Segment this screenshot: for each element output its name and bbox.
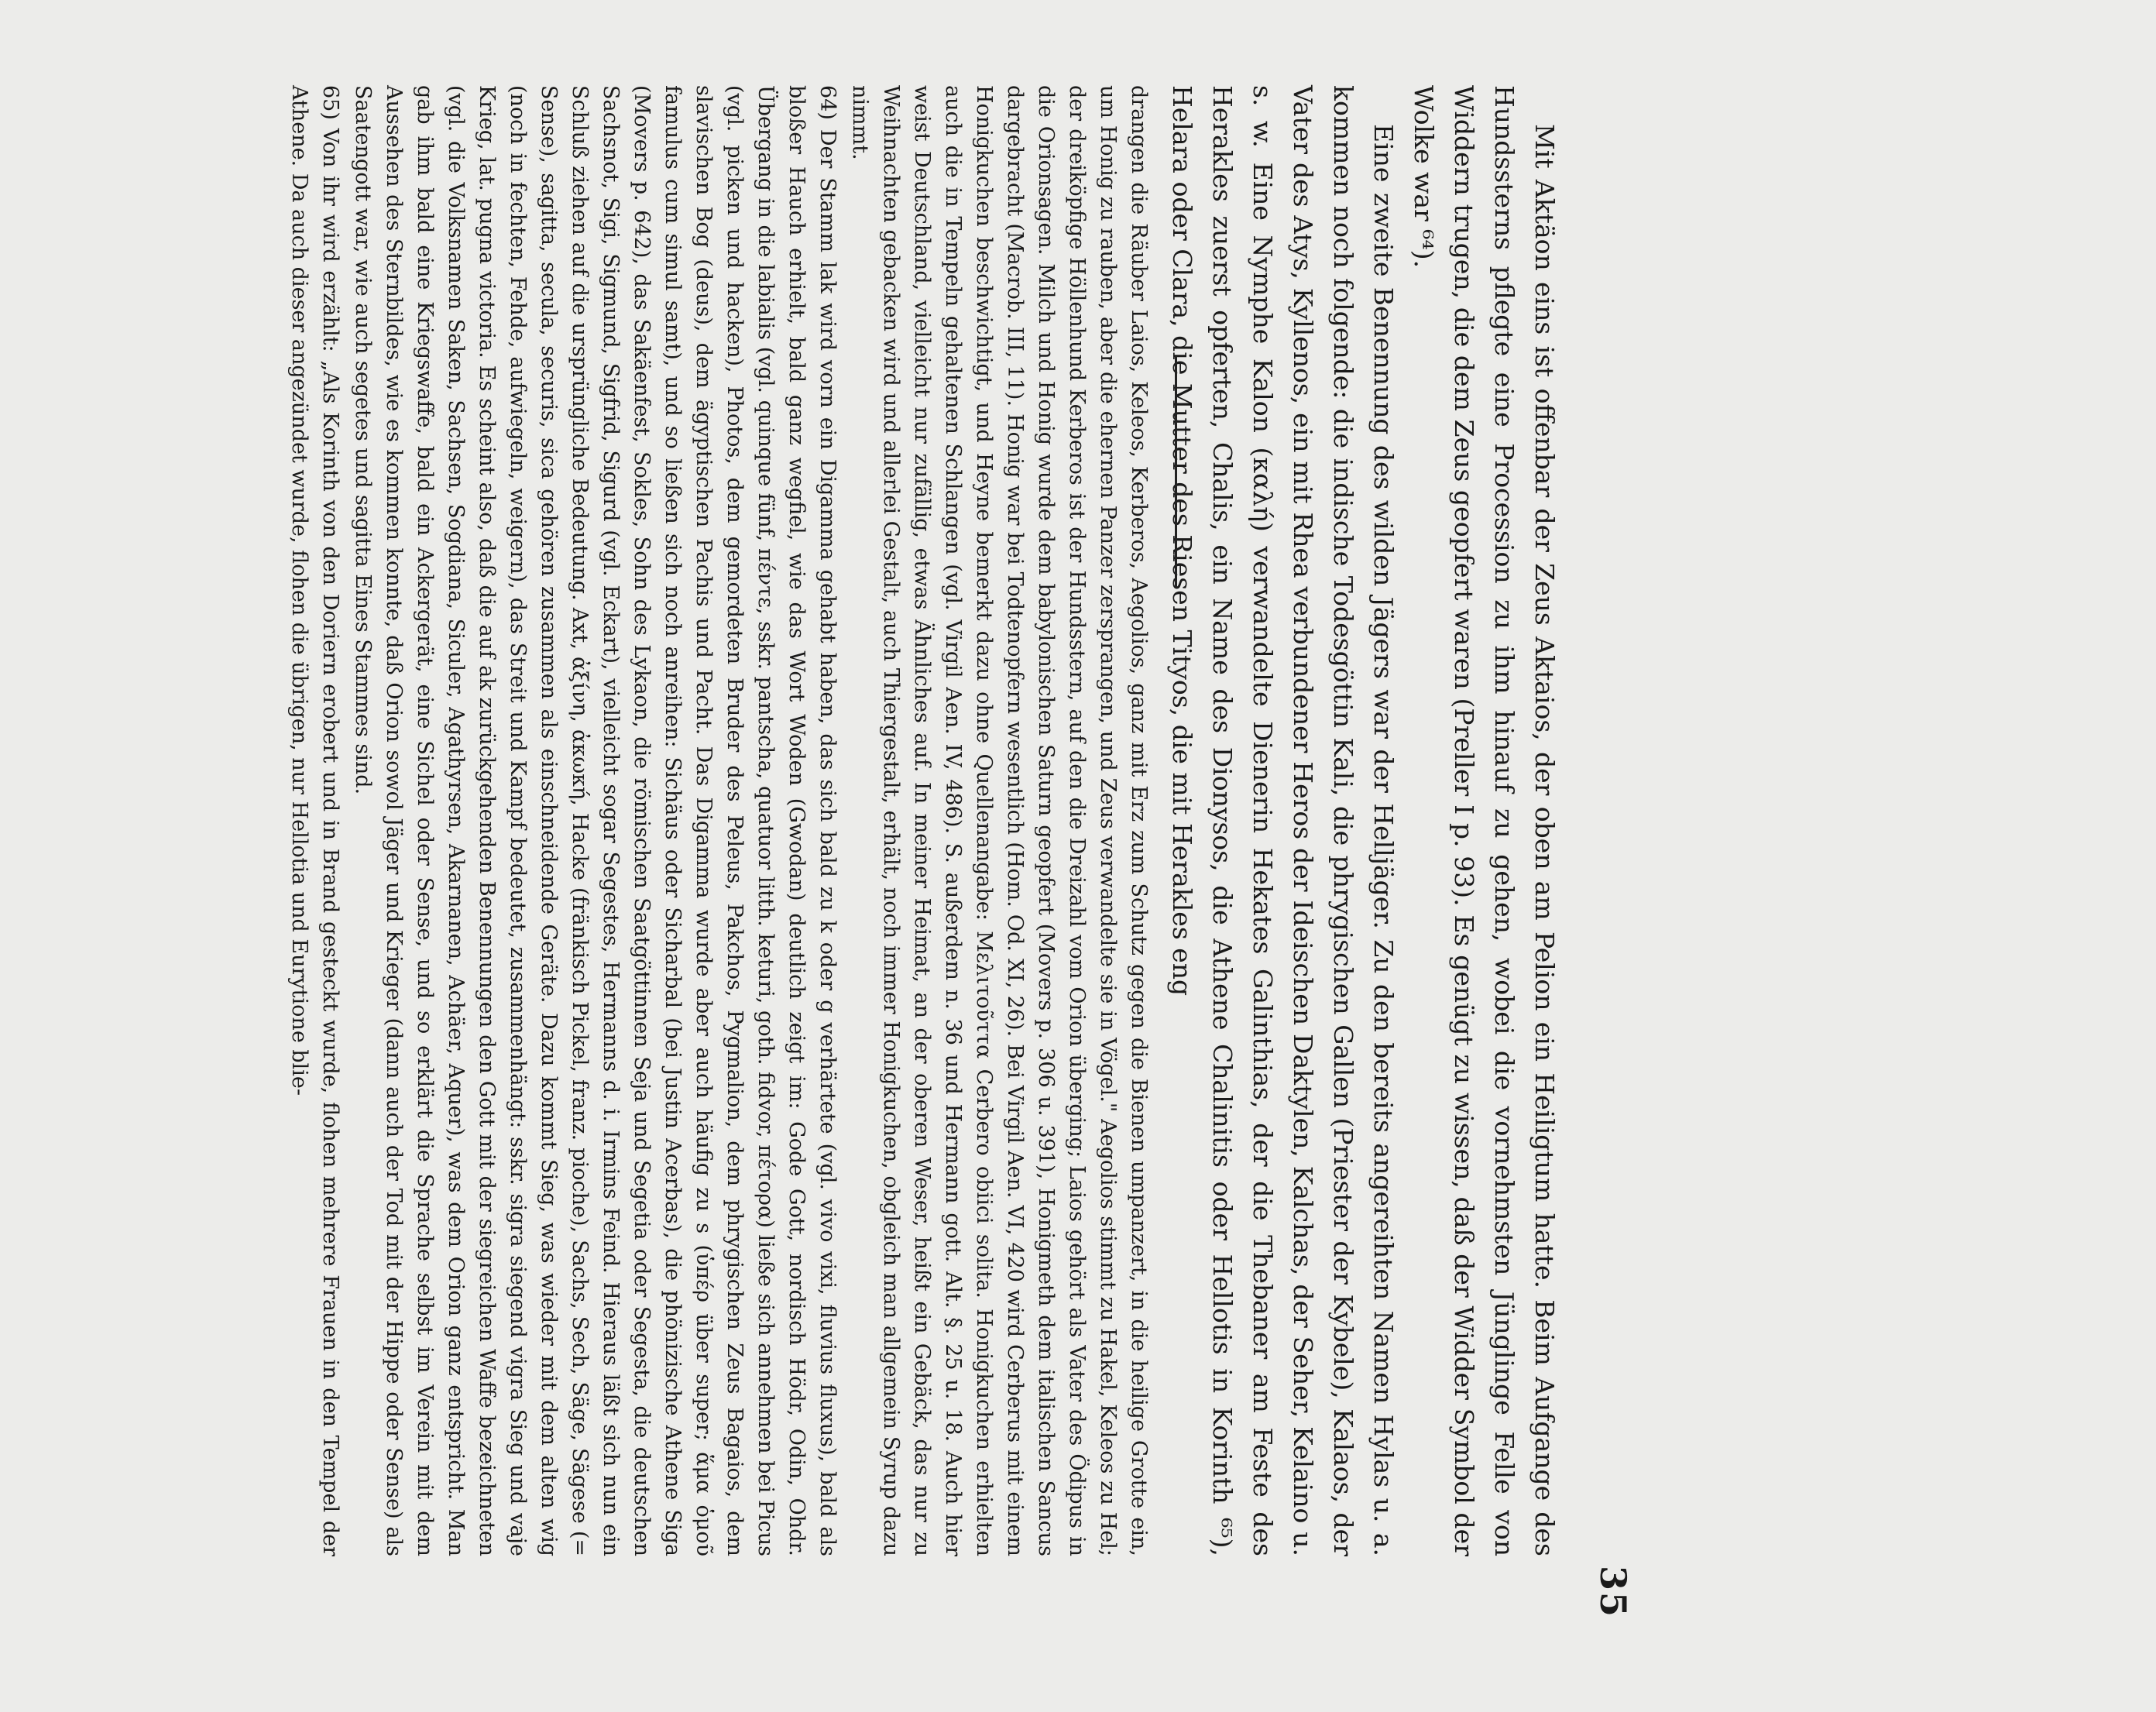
footnote: 65) Von ihr wird erzählt: „Als Korinth von den Doriern erobert und in Brand gesteckt wurde, flohen mehrere Frauen in den Tempel der Athene. Da auch dieser angezündet wurde, flohen die übrigen, nur Hellotia und Eurytione blie- bbox=[287, 85, 342, 1556]
footnote: 64) Der Stamm lak wird vorn ein Digamma gehabt haben, das sich bald zu k oder g verhärtete (vgl. vivo vixi, fluvius fluxus), bald als bloßer Hauch erhielt, bald ganz wegfiel, wie das Wort Woden (Gwodan) deutlich zeigt im: Gode Gott, nordisch Hödr, Odin, Ohdr. Übergang in die labialis (vgl. quinque fünf, πέντε, sskr. pantscha, quatuor litth. keturi, goth. fidvor, πέτορα) ließe sich annehmen bei Picus (vgl. picken und hacken), Photos, dem gemordeten Bruder des Peleus, Pakchos, Pygmalion, dem phrygischen Zeus Bagaios, dem slavischen Bog (deus), dem ägyptischen Pachis und Pacht. Das Digamma wurde aber auch häufig zu s (ὑπέρ über super; ἅμα ὁμοῦ famulus cum simul samt), und so ließen sich noch anreihen: Sichäus oder Sicharbal (bei Justin Acerbas), die phönizische Athene Siga (Movers p. 642), das Sakäenfest, Sokles, Sohn des Lykaon, die römischen Saatgöttinnen Seja und Segetia oder Segesta, die deutschen Sachsnot, Sigi, Sigmund, Sigfrid, Sigurd (vgl. Eckart), vielleicht sogar Segestes, Hermanns d. i. Irmins Feind. Hieraus läßt sich nun ein Schluß ziehen auf die ursprüngliche Bedeutung. Axt, ἀξίνη, ἀκωκή, Hacke (fränkisch Pickel, franz. pioche), Sachs, Sech, Säge, Sägese (= Sense), sagitta, secula, securis, sica gehören zusammen als einschneidende Geräte. Dazu kommt Sieg, was wieder mit dem alten wig (noch in fechten, Fehde, aufwiegeln, weigern), das Streit und Kampf bedeutet, zusammenhängt: sskr. sigra siegend vigra Sieg und vaje Krieg, lat. pugna victoria. Es scheint also, daß die auf ak zurückgehenden Benennungen den Gott mit der siegreichen Waffe bezeichneten (vgl. die Volksnamen Saken, Sachsen, Sogdiana, Siculer, Agathyrsen, Akarnanen, Achäer, Aquer), was dem Orion ganz entspricht. Man gab ihm bald eine Kriegswaffe, bald ein Ackergerät, eine Sichel oder Sense, und so erklärt die Sprache selbst im Verein mit dem Aussehen des Sternbildes, wie es kommen konnte, daß Orion sowol Jäger und Krieger (dann auch der Tod mit der Hippe oder Sense) als Saatengott war, wie auch segetes und sagitta Eines Stammes sind. bbox=[351, 85, 839, 1556]
footnotes bbox=[282, 85, 1154, 1556]
footnote-divider bbox=[1175, 356, 1177, 588]
main-text bbox=[1162, 85, 1564, 1556]
rotated-book-page bbox=[0, 46, 1634, 1642]
main-paragraph: Mit Aktäon eins ist offenbar der Zeus Aktaios, der oben am Pelion ein Heiligtum hatte. Beim Aufgange des Hundssterns pflegte eine Procession zu ihm hinauf zu gehen, wobei die vornehmsten Jünglinge Felle von Widdern trugen, die dem Zeus geopfert waren (Preller I p. 93). Es genügt zu wissen, daß der Widder Symbol der Wolke war ⁶⁴). bbox=[1409, 85, 1560, 1556]
main-paragraph: Eine zweite Benennung des wilden Jägers war der Helljäger. Zu den bereits angereihten Namen Hylas u. a. kommen noch folgende: die indische Todesgöttin Kali, die phrygischen Gallen (Priester der Kybele), Kalaos, der Vater des Atys, Kyllenos, ein mit Rhea verbundener Heros der Ideischen Daktylen, Kalchas, der Seher, Kelaino u. s. w. Eine Nymphe Kalon (καλή) verwandelte Dienerin Hekates Galinthias, der die Thebaner am Feste des Herakles zuerst opferten, Chalis, ein Name des Dionysos, die Athene Chalinitis oder Hellotis in Korinth ⁶⁵), Helara oder Clara, die Mutter des Riesen Tityos, die mit Herakles eng bbox=[1167, 85, 1399, 1556]
page-number: 35 bbox=[1592, 1565, 1634, 1618]
footnote: drangen die Räuber Laios, Keleos, Kerberos, Aegolios, ganz mit Erz zum Schutz gegen die Bienen umpanzert, in die heilige Grotte ein, um Honig zu rauben, aber die ehernen Panzer zersprangen, und Zeus verwandelte sie in Vögel." Aegolios stimmt zu Hakel, Keleos zu Hel; der dreiköpfige Höllenhund Kerberos ist der Hundsstern, auf den die Dreizahl vom Orion überging; Laios gehört als Vater des Ödipus in die Orionsagen. Milch und Honig wurde dem babylonischen Saturn geopfert (Movers p. 306 u. 391), Honigmeth dem italischen Sancus dargebracht (Macrob. III, 11). Honig war bei Todtenopfern wesentlich (Hom. Od. XI, 26). Bei Virgil Aen. VI, 420 wird Cerberus mit einem Honigkuchen beschwichtigt, und Heyne bemerkt dazu ohne Quellenangabe: Μελιτοῦττα Cerbero obiici solita. Honigkuchen erhielten auch die in Tempeln gehaltenen Schlangen (vgl. Virgil Aen. IV, 486). S. außerdem n. 36 und Hermann gott. Alt. §. 25 u. 18. Auch hier weist Deutschland, vielleicht nur zufällig, etwas Ähnliches auf. In meiner Heimat, an der oberen Weser, heißt ein Gebäck, das nur zu Weihnachten gebacken wird und allerlei Gestalt, auch Thiergestalt, erhält, noch immer Honigkuchen, obgleich man allgemein Syrup dazu nimmt. bbox=[848, 85, 1151, 1556]
